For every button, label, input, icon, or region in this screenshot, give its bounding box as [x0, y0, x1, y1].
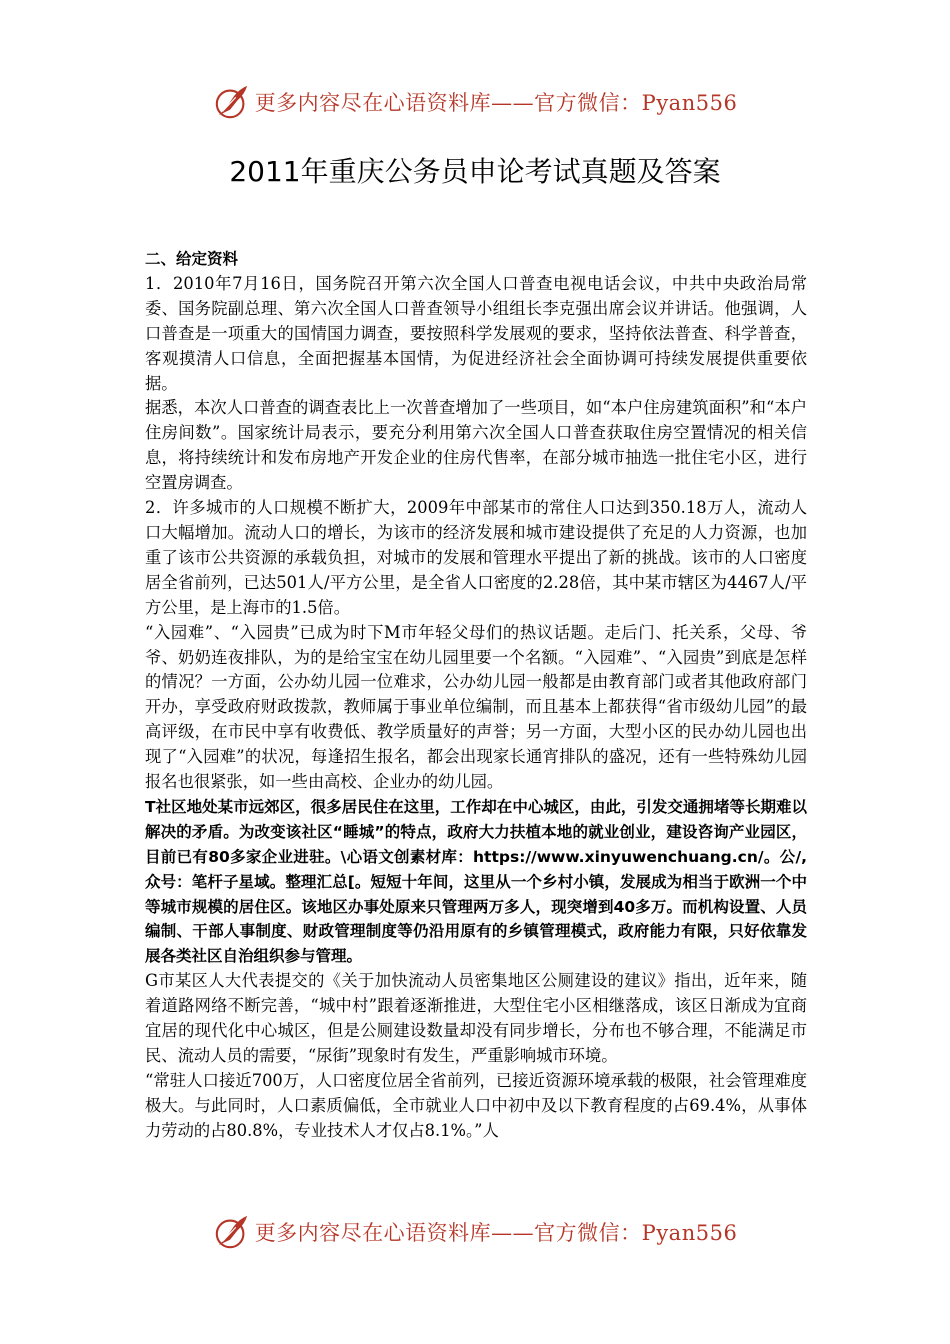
document-title: 2011年重庆公务员申论考试真题及答案	[229, 155, 721, 188]
document-body	[145, 247, 807, 1144]
paragraph-5: T社区地处某市远郊区，很多居民住在这里，工作却在中心城区，由此，引发交通拥堵等长期难以解决的矛盾。为改变该社区“睡城”的特点，政府大力扶植本地的就业创业，建设咨询产业园区，目前已有80多家企业进驻。\心语文创素材库：https://www.xinyuwenchuang.cn/。公/,众号：笔杆子星域。整理汇总[。短短十年间，这里从一个乡村小镇，发展成为相当于欧洲一个中等城市规模的居住区。该地区办事处原来只管理两万多人，现突增到40多万。而机构设置、人员编制、干部人事制度、财政管理制度等仍沿用原有的乡镇管理模式，政府能力有限，只好依靠发展各类社区自治组织参与管理。	[145, 797, 807, 966]
watermark-footer	[0, 1212, 950, 1252]
watermark-text: 更多内容尽在心语资料库——官方微信：Pyan556	[254, 1221, 738, 1245]
quill-pen-logo-icon	[213, 83, 251, 121]
section-heading: 二、给定资料	[145, 250, 239, 268]
paragraph-7: “常驻人口接近700万，人口密度位居全省前列，已接近资源环境承载的极限，社会管理难度极大。与此同时，人口素质偏低，全市就业人口中初中及以下教育程度的占69.4%，从事体力劳动的占80.8%，专业技术人才仅占8.1%。”人	[145, 1070, 807, 1140]
paragraph-4: “入园难”、“入园贵”已成为时下M市年轻父母们的热议话题。走后门、托关系，父母、爷爷、奶奶连夜排队，为的是给宝宝在幼儿园里要一个名额。“入园难”、“入园贵”到底是怎样的情况？一方面，公办幼儿园一位难求，公办幼儿园一般都是由教育部门或者其他政府部门开办，享受政府财政拨款，教师属于事业单位编制，而且基本上都获得“省市级幼儿园”的最高评级，在市民中享有收费低、教学质量好的声誉；另一方面，大型小区的民办幼儿园也出现了“入园难”的状况，每逢招生报名，都会出现家长通宵排队的盛况，还有一些特殊幼儿园报名也很紧张，如一些由高校、企业办的幼儿园。	[145, 622, 807, 792]
paragraph-2: 据悉，本次人口普查的调查表比上一次普查增加了一些项目，如“本户住房建筑面积”和“本户住房间数”。国家统计局表示，要充分利用第六次全国人口普查获取住房空置情况的相关信息，将持续统计和发布房地产开发企业的住房代售率，在部分城市抽选一批住宅小区，进行空置房调查。	[145, 398, 807, 493]
watermark-text: 更多内容尽在心语资料库——官方微信：Pyan556	[254, 91, 738, 115]
watermark-header	[0, 82, 950, 122]
paragraph-1: 1．2010年7月16日，国务院召开第六次全国人口普查电视电话会议，中共中央政治局常委、国务院副总理、第六次全国人口普查领导小组组长李克强出席会议并讲话。他强调，人口普查是一项重大的国情国力调查，要按照科学发展观的要求，坚持依法普查、科学普查，客观摸清人口信息，全面把握基本国情，为促进经济社会全面协调可持续发展提供重要依据。	[145, 273, 807, 393]
quill-pen-logo-icon	[213, 1213, 251, 1251]
paragraph-6: G市某区人大代表提交的《关于加快流动人员密集地区公厕建设的建议》指出，近年来，随着道路网络不断完善，“城中村”跟着逐渐推进，大型住宅小区相继落成，该区日渐成为宜商宜居的现代化中心城区，但是公厕建设数量却没有同步增长，分布也不够合理，不能满足市民、流动人员的需要，“尿街”现象时有发生，严重影响城市环境。	[145, 971, 807, 1065]
paragraph-3: 2．许多城市的人口规模不断扩大，2009年中部某市的常住人口达到350.18万人，流动人口大幅增加。流动人口的增长，为该市的经济发展和城市建设提供了充足的人力资源，也加重了该市公共资源的承载负担，对城市的发展和管理水平提出了新的挑战。该市的人口密度居全省前列，已达501人/平方公里，是全省人口密度的2.28倍，其中某市辖区为4467人/平方公里，是上海市的1.5倍。	[145, 498, 808, 617]
